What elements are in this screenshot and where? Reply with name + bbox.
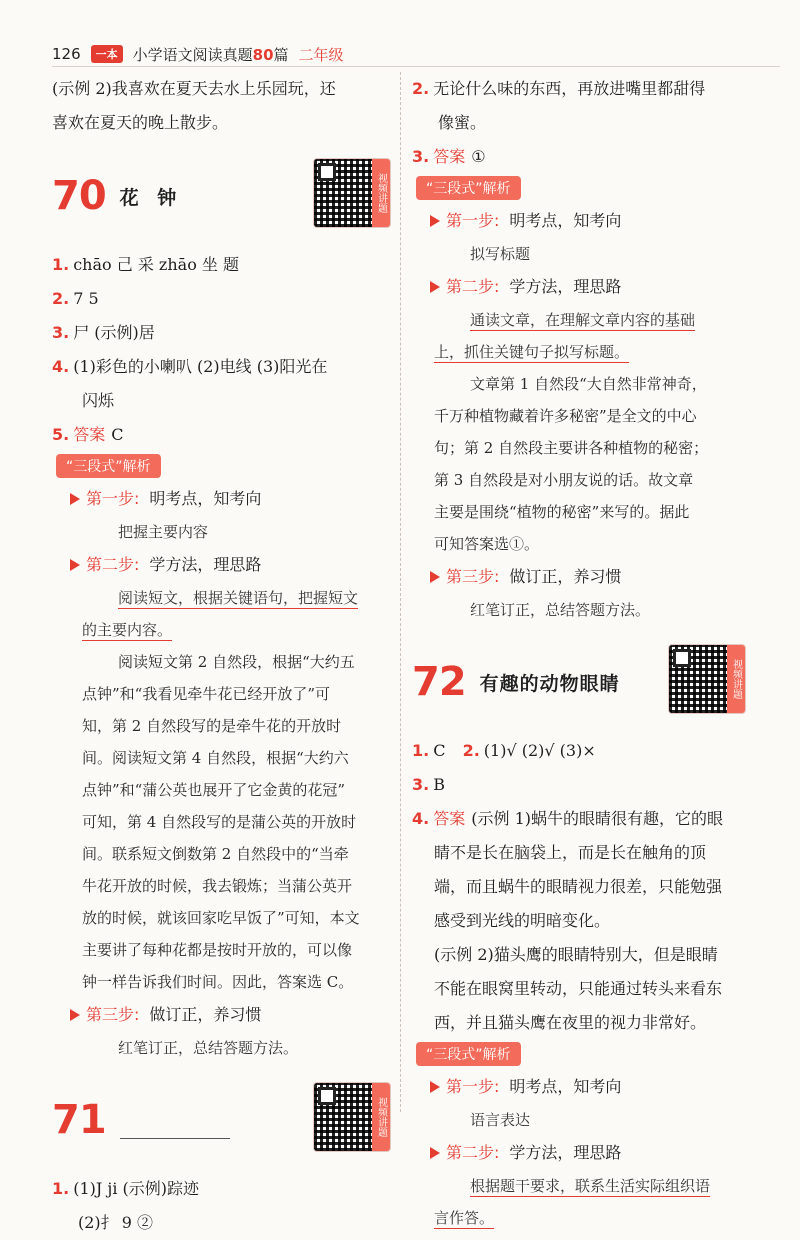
step-name: 第一步:: [446, 1077, 500, 1096]
answer-4-cont: 闪烁: [82, 391, 115, 410]
arrow-icon: [430, 1147, 440, 1159]
analysis-line: 间。阅读短文第 4 自然段，根据“大约六: [82, 749, 349, 767]
analysis-line: 主要是围绕“植物的秘密”来写的。据此: [434, 503, 690, 521]
analysis-line: 文章第 1 自然段“大自然非常神奇，: [470, 375, 707, 393]
q-number: 1.: [52, 255, 70, 274]
answer-3: [412, 768, 752, 802]
answer-text: (1)J ji (示例)踪迹: [73, 1179, 200, 1198]
analysis-line: 点钟”和“我看见牵牛花已经开放了”可: [82, 685, 331, 703]
answer-label: 答案: [433, 809, 466, 828]
analysis-line: 句；第 2 自然段主要讲各种植物的秘密；: [434, 439, 709, 457]
analysis-paragraph: [412, 368, 752, 560]
series-suffix: 篇: [273, 45, 289, 64]
qr-code-icon: [314, 159, 372, 227]
step-3: [52, 998, 397, 1032]
answer-4-line: 睛不是长在脑袋上，而是长在触角的顶: [434, 843, 707, 862]
answer-text: ①: [471, 147, 486, 166]
q-number: 4.: [52, 357, 70, 376]
qr-code-icon: [314, 1083, 372, 1151]
answer-2-cont: 像蜜。: [438, 113, 487, 132]
answer-5: [52, 418, 397, 452]
analysis-line: 间。联系短文倒数第 2 自然段中的“当牵: [82, 845, 349, 863]
answer-1-cont: (2)扌 9 ②: [78, 1213, 154, 1232]
step-name: 第二步:: [446, 1143, 500, 1162]
intro-line: (示例 2)我喜欢在夏天去水上乐园玩，还: [52, 79, 336, 98]
analysis-line: 第 3 自然段是对小朋友说的话。故文章: [434, 471, 694, 489]
step-note: 语言表达: [470, 1111, 531, 1129]
answer-2: [412, 72, 752, 106]
left-column: [52, 72, 397, 1240]
answer-text: (1)彩色的小喇叭 (2)电线 (3)阳光在: [73, 357, 328, 376]
analysis-line: 牛花开放的时候，我去锻炼；当蒲公英开: [82, 877, 353, 895]
answer-4: [52, 350, 397, 384]
answer-text: chāo 己 采 zhāo 坐 题: [73, 255, 239, 274]
analysis-line: 千万种植物藏着许多秘密”是全文的中心: [434, 407, 697, 425]
qr-code-video[interactable]: [313, 158, 391, 228]
answer-4: [412, 802, 752, 836]
step-hand-note: 上，抓住关键句子拟写标题。: [434, 343, 630, 361]
step-hand-note: 根据题干要求，联系生活实际组织语: [470, 1177, 711, 1195]
step-2: [412, 1136, 752, 1170]
section-number: 70: [52, 173, 106, 219]
arrow-icon: [430, 281, 440, 293]
step-hand-note: 阅读短文，根据关键语句，把握短文: [118, 589, 359, 607]
page-header: [52, 40, 344, 68]
step-name: 第三步:: [86, 1005, 140, 1024]
analysis-line: 可知，第 4 自然段写的是蒲公英的开放时: [82, 813, 357, 831]
right-column: [412, 72, 752, 1234]
step-desc: 做订正，养习惯: [509, 567, 622, 586]
answer-1-2: [412, 734, 752, 768]
step-desc: 学方法，理思路: [149, 555, 262, 574]
analysis-line: 知，第 2 自然段写的是牵牛花的开放时: [82, 717, 342, 735]
arrow-icon: [70, 1009, 80, 1021]
answer-text: B: [433, 775, 445, 794]
answer-4-line: 西，并且猫头鹰在夜里的视力非常好。: [434, 1013, 707, 1032]
section-number: 72: [412, 659, 466, 705]
series-count: 80: [252, 45, 274, 64]
series-prefix: 小学语文阅读真题: [132, 45, 253, 64]
brand-logo: 一本: [91, 45, 123, 63]
step-desc: 明考点，知考向: [509, 1077, 622, 1096]
step-2: [52, 548, 397, 582]
answer-2: [52, 282, 397, 316]
q-number: 3.: [412, 775, 430, 794]
step-note: 红笔订正，总结答题方法。: [118, 1039, 299, 1057]
q-number: 1.: [52, 1179, 70, 1198]
qr-tag: 视频讲题: [727, 645, 745, 713]
arrow-icon: [430, 571, 440, 583]
step-hand-note: 言作答。: [434, 1209, 495, 1227]
step-note: 拟写标题: [470, 245, 531, 263]
answer-4-line: 不能在眼窝里转动，只能通过转头来看东: [434, 979, 723, 998]
section-number: 71: [52, 1097, 106, 1143]
q-number: 4.: [412, 809, 430, 828]
answer-text: 尸 (示例)居: [73, 323, 155, 342]
section-72-heading: [412, 644, 752, 720]
answer-text: C: [111, 425, 124, 444]
column-divider: [400, 72, 401, 1112]
three-step-badge: “三段式”解析: [56, 454, 161, 478]
q-number: 2.: [412, 79, 430, 98]
answer-label: 答案: [73, 425, 106, 444]
answer-label: 答案: [433, 147, 466, 166]
answer-text: 7 5: [73, 289, 99, 308]
step-note: 把握主要内容: [118, 523, 209, 541]
step-name: 第一步:: [86, 489, 140, 508]
answer-1: [52, 1172, 397, 1206]
answer-4-line: 感受到光线的明暗变化。: [434, 911, 611, 930]
analysis-line: 放的时候，就该回家吃早饭了”可知，本文: [82, 909, 360, 927]
answer-text: (1)√ (2)√ (3)×: [483, 741, 596, 760]
step-hand-note: 的主要内容。: [82, 621, 173, 639]
step-desc: 学方法，理思路: [509, 1143, 622, 1162]
step-3: [412, 560, 752, 594]
intro-line: 喜欢在夏天的晚上散步。: [52, 113, 229, 132]
three-step-badge: “三段式”解析: [416, 176, 521, 200]
analysis-line: 阅读短文第 2 自然段，根据“大约五: [118, 653, 355, 671]
step-desc: 学方法，理思路: [509, 277, 622, 296]
section-title: 花 钟: [119, 186, 183, 209]
grade-label: 二年级: [298, 45, 344, 64]
step-name: 第三步:: [446, 567, 500, 586]
q-number: 3.: [52, 323, 70, 342]
step-1: [52, 482, 397, 516]
step-1: [412, 1070, 752, 1104]
step-hand-note: 通读文章，在理解文章内容的基础: [470, 311, 696, 329]
step-desc: 明考点，知考向: [509, 211, 622, 230]
step-desc: 做订正，养习惯: [149, 1005, 262, 1024]
analysis-line: 主要讲了每种花都是按时开放的，可以像: [82, 941, 353, 959]
step-desc: 明考点，知考向: [149, 489, 262, 508]
step-note: 红笔订正，总结答题方法。: [470, 601, 651, 619]
q-number: 2.: [52, 289, 70, 308]
answer-text: (示例 1)蜗牛的眼睛很有趣，它的眼: [471, 809, 723, 828]
title-blank: [120, 1102, 230, 1139]
step-1: [412, 204, 752, 238]
header-rule: [52, 66, 780, 67]
answer-4-line: 端，而且蜗牛的眼睛视力很差，只能勉强: [434, 877, 723, 896]
analysis-line: 钟一样告诉我们时间。因此，答案选 C。: [82, 973, 354, 991]
arrow-icon: [70, 559, 80, 571]
q-number: 2.: [462, 741, 480, 760]
qr-code-video[interactable]: [313, 1082, 391, 1152]
section-70-heading: [52, 158, 397, 234]
step-2: [412, 270, 752, 304]
page-number: 126: [52, 45, 81, 63]
qr-tag: 视频讲题: [372, 159, 390, 227]
analysis-line: 可知答案选①。: [434, 535, 540, 553]
step-name: 第二步:: [446, 277, 500, 296]
arrow-icon: [430, 1081, 440, 1093]
step-name: 第二步:: [86, 555, 140, 574]
qr-code-video[interactable]: [668, 644, 746, 714]
q-number: 1.: [412, 741, 430, 760]
answer-text: 无论什么味的东西，再放进嘴里都甜得: [433, 79, 706, 98]
answer-3: [412, 140, 752, 174]
qr-code-icon: [669, 645, 727, 713]
q-number: 5.: [52, 425, 70, 444]
answer-1: [52, 248, 397, 282]
answer-3: [52, 316, 397, 350]
answer-4-line: (示例 2)猫头鹰的眼睛特别大，但是眼睛: [434, 945, 718, 964]
arrow-icon: [430, 215, 440, 227]
section-title: 有趣的动物眼睛: [479, 672, 620, 695]
step-name: 第一步:: [446, 211, 500, 230]
arrow-icon: [70, 493, 80, 505]
answer-text: C: [433, 741, 446, 760]
section-71-heading: [52, 1082, 397, 1158]
analysis-paragraph: [52, 646, 397, 998]
q-number: 3.: [412, 147, 430, 166]
series-title: [133, 44, 289, 65]
qr-tag: 视频讲题: [372, 1083, 390, 1151]
analysis-line: 点钟”和“蒲公英也展开了它金黄的花冠”: [82, 781, 346, 799]
three-step-badge: “三段式”解析: [416, 1042, 521, 1066]
